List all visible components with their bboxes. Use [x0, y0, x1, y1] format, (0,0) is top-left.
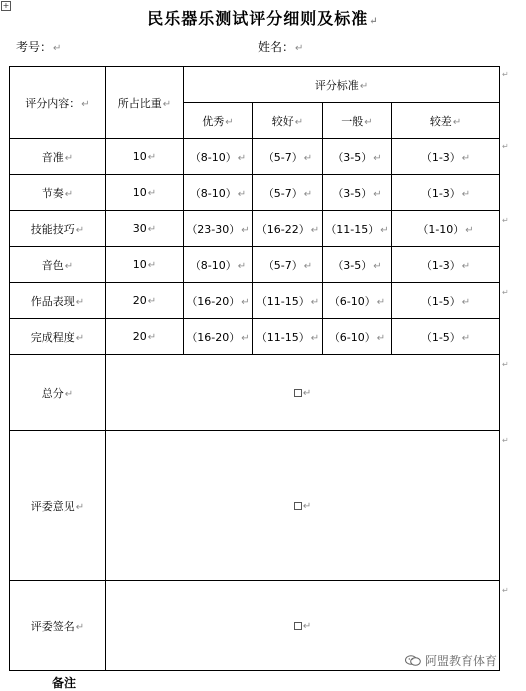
score-range-cell[interactable]: （1-10）↵ — [392, 211, 500, 247]
level-excellent-cell[interactable]: 优秀↵ — [184, 103, 253, 139]
table-row — [10, 283, 500, 319]
item-cell[interactable]: 音准↵ — [10, 139, 106, 175]
weight-cell[interactable]: 10↵ — [106, 175, 184, 211]
comments-input-cell[interactable]: ↵ — [106, 431, 500, 581]
weight-cell[interactable]: 30↵ — [106, 211, 184, 247]
signature-input-cell[interactable]: ↵ — [106, 581, 500, 671]
score-range-cell[interactable]: （1-5）↵ — [392, 319, 500, 355]
score-range-cell[interactable]: （8-10）↵ — [184, 139, 253, 175]
weight-cell[interactable]: 10↵ — [106, 139, 184, 175]
weight-cell[interactable]: 10↵ — [106, 247, 184, 283]
item-cell[interactable]: 作品表现↵ — [10, 283, 106, 319]
score-range-cell[interactable]: （23-30）↵ — [184, 211, 253, 247]
total-input-cell[interactable]: ↵ — [106, 355, 500, 431]
content-control-checkbox-icon[interactable] — [294, 622, 302, 630]
header-content-cell[interactable]: 评分内容：↵ — [10, 67, 106, 139]
item-cell[interactable]: 音色↵ — [10, 247, 106, 283]
scoring-table — [9, 66, 500, 671]
table-row — [10, 139, 500, 175]
row-end-mark: ↵ — [502, 288, 509, 297]
score-range-cell[interactable]: （11-15）↵ — [323, 211, 392, 247]
comments-label-cell: 评委意见↵ — [10, 431, 106, 581]
score-range-cell[interactable]: （5-7）↵ — [253, 175, 323, 211]
score-range-cell[interactable]: （1-3）↵ — [392, 247, 500, 283]
table-row — [10, 211, 500, 247]
header-weight-cell[interactable]: 所占比重↵ — [106, 67, 184, 139]
table-row — [10, 247, 500, 283]
paragraph-mark: ↵ — [369, 16, 379, 27]
weight-cell[interactable]: 20↵ — [106, 319, 184, 355]
comments-row — [10, 431, 500, 581]
wechat-icon — [405, 655, 421, 666]
score-range-cell[interactable]: （1-3）↵ — [392, 175, 500, 211]
watermark: 阿盟教育体育 — [405, 652, 497, 669]
table-header-row — [10, 67, 500, 103]
row-end-mark: ↵ — [502, 216, 509, 225]
total-label-cell: 总分↵ — [10, 355, 106, 431]
score-range-cell[interactable]: （16-22）↵ — [253, 211, 323, 247]
header-standard-cell[interactable]: 评分标准↵ — [184, 67, 500, 103]
total-row — [10, 355, 500, 431]
signature-label-cell: 评委签名↵ — [10, 581, 106, 671]
content-control-checkbox-icon[interactable] — [294, 389, 302, 397]
score-range-cell[interactable]: （3-5）↵ — [323, 247, 392, 283]
exam-number-field: 考号：↵ — [16, 40, 62, 54]
row-end-mark: ↵ — [502, 436, 509, 445]
score-range-cell[interactable]: （8-10）↵ — [184, 247, 253, 283]
table-anchor-icon[interactable]: + — [2, 1, 10, 10]
level-good-cell[interactable]: 较好↵ — [253, 103, 323, 139]
row-end-mark: ↵ — [502, 360, 509, 369]
paragraph-mark: ↵ — [295, 43, 304, 54]
name-field: 姓名：↵ — [258, 40, 304, 54]
score-range-cell[interactable]: （11-15）↵ — [253, 283, 323, 319]
table-row — [10, 175, 500, 211]
row-end-mark: ↵ — [502, 142, 509, 151]
row-end-mark: ↵ — [502, 70, 509, 79]
score-range-cell[interactable]: （6-10）↵ — [323, 283, 392, 319]
content-control-checkbox-icon[interactable] — [294, 502, 302, 510]
score-range-cell[interactable]: （6-10）↵ — [323, 319, 392, 355]
level-average-cell[interactable]: 一般↵ — [323, 103, 392, 139]
score-range-cell[interactable]: （1-5）↵ — [392, 283, 500, 319]
score-range-cell[interactable]: （11-15）↵ — [253, 319, 323, 355]
paragraph-mark: ↵ — [53, 43, 62, 54]
score-range-cell[interactable]: （5-7）↵ — [253, 139, 323, 175]
row-end-mark: ↵ — [502, 586, 509, 595]
item-cell[interactable]: 技能技巧↵ — [10, 211, 106, 247]
level-poor-cell[interactable]: 较差↵ — [392, 103, 500, 139]
score-range-cell[interactable]: （16-20）↵ — [184, 283, 253, 319]
weight-cell[interactable]: 20↵ — [106, 283, 184, 319]
score-range-cell[interactable]: （8-10）↵ — [184, 175, 253, 211]
table-row — [10, 319, 500, 355]
footnote: 备注 — [52, 676, 77, 690]
item-cell[interactable]: 节奏↵ — [10, 175, 106, 211]
score-range-cell[interactable]: （1-3）↵ — [392, 139, 500, 175]
score-range-cell[interactable]: （16-20）↵ — [184, 319, 253, 355]
document-title: 民乐器乐测试评分细则及标准↵ — [147, 9, 379, 28]
score-range-cell[interactable]: （3-5）↵ — [323, 139, 392, 175]
item-cell[interactable]: 完成程度↵ — [10, 319, 106, 355]
score-range-cell[interactable]: （5-7）↵ — [253, 247, 323, 283]
score-range-cell[interactable]: （3-5）↵ — [323, 175, 392, 211]
